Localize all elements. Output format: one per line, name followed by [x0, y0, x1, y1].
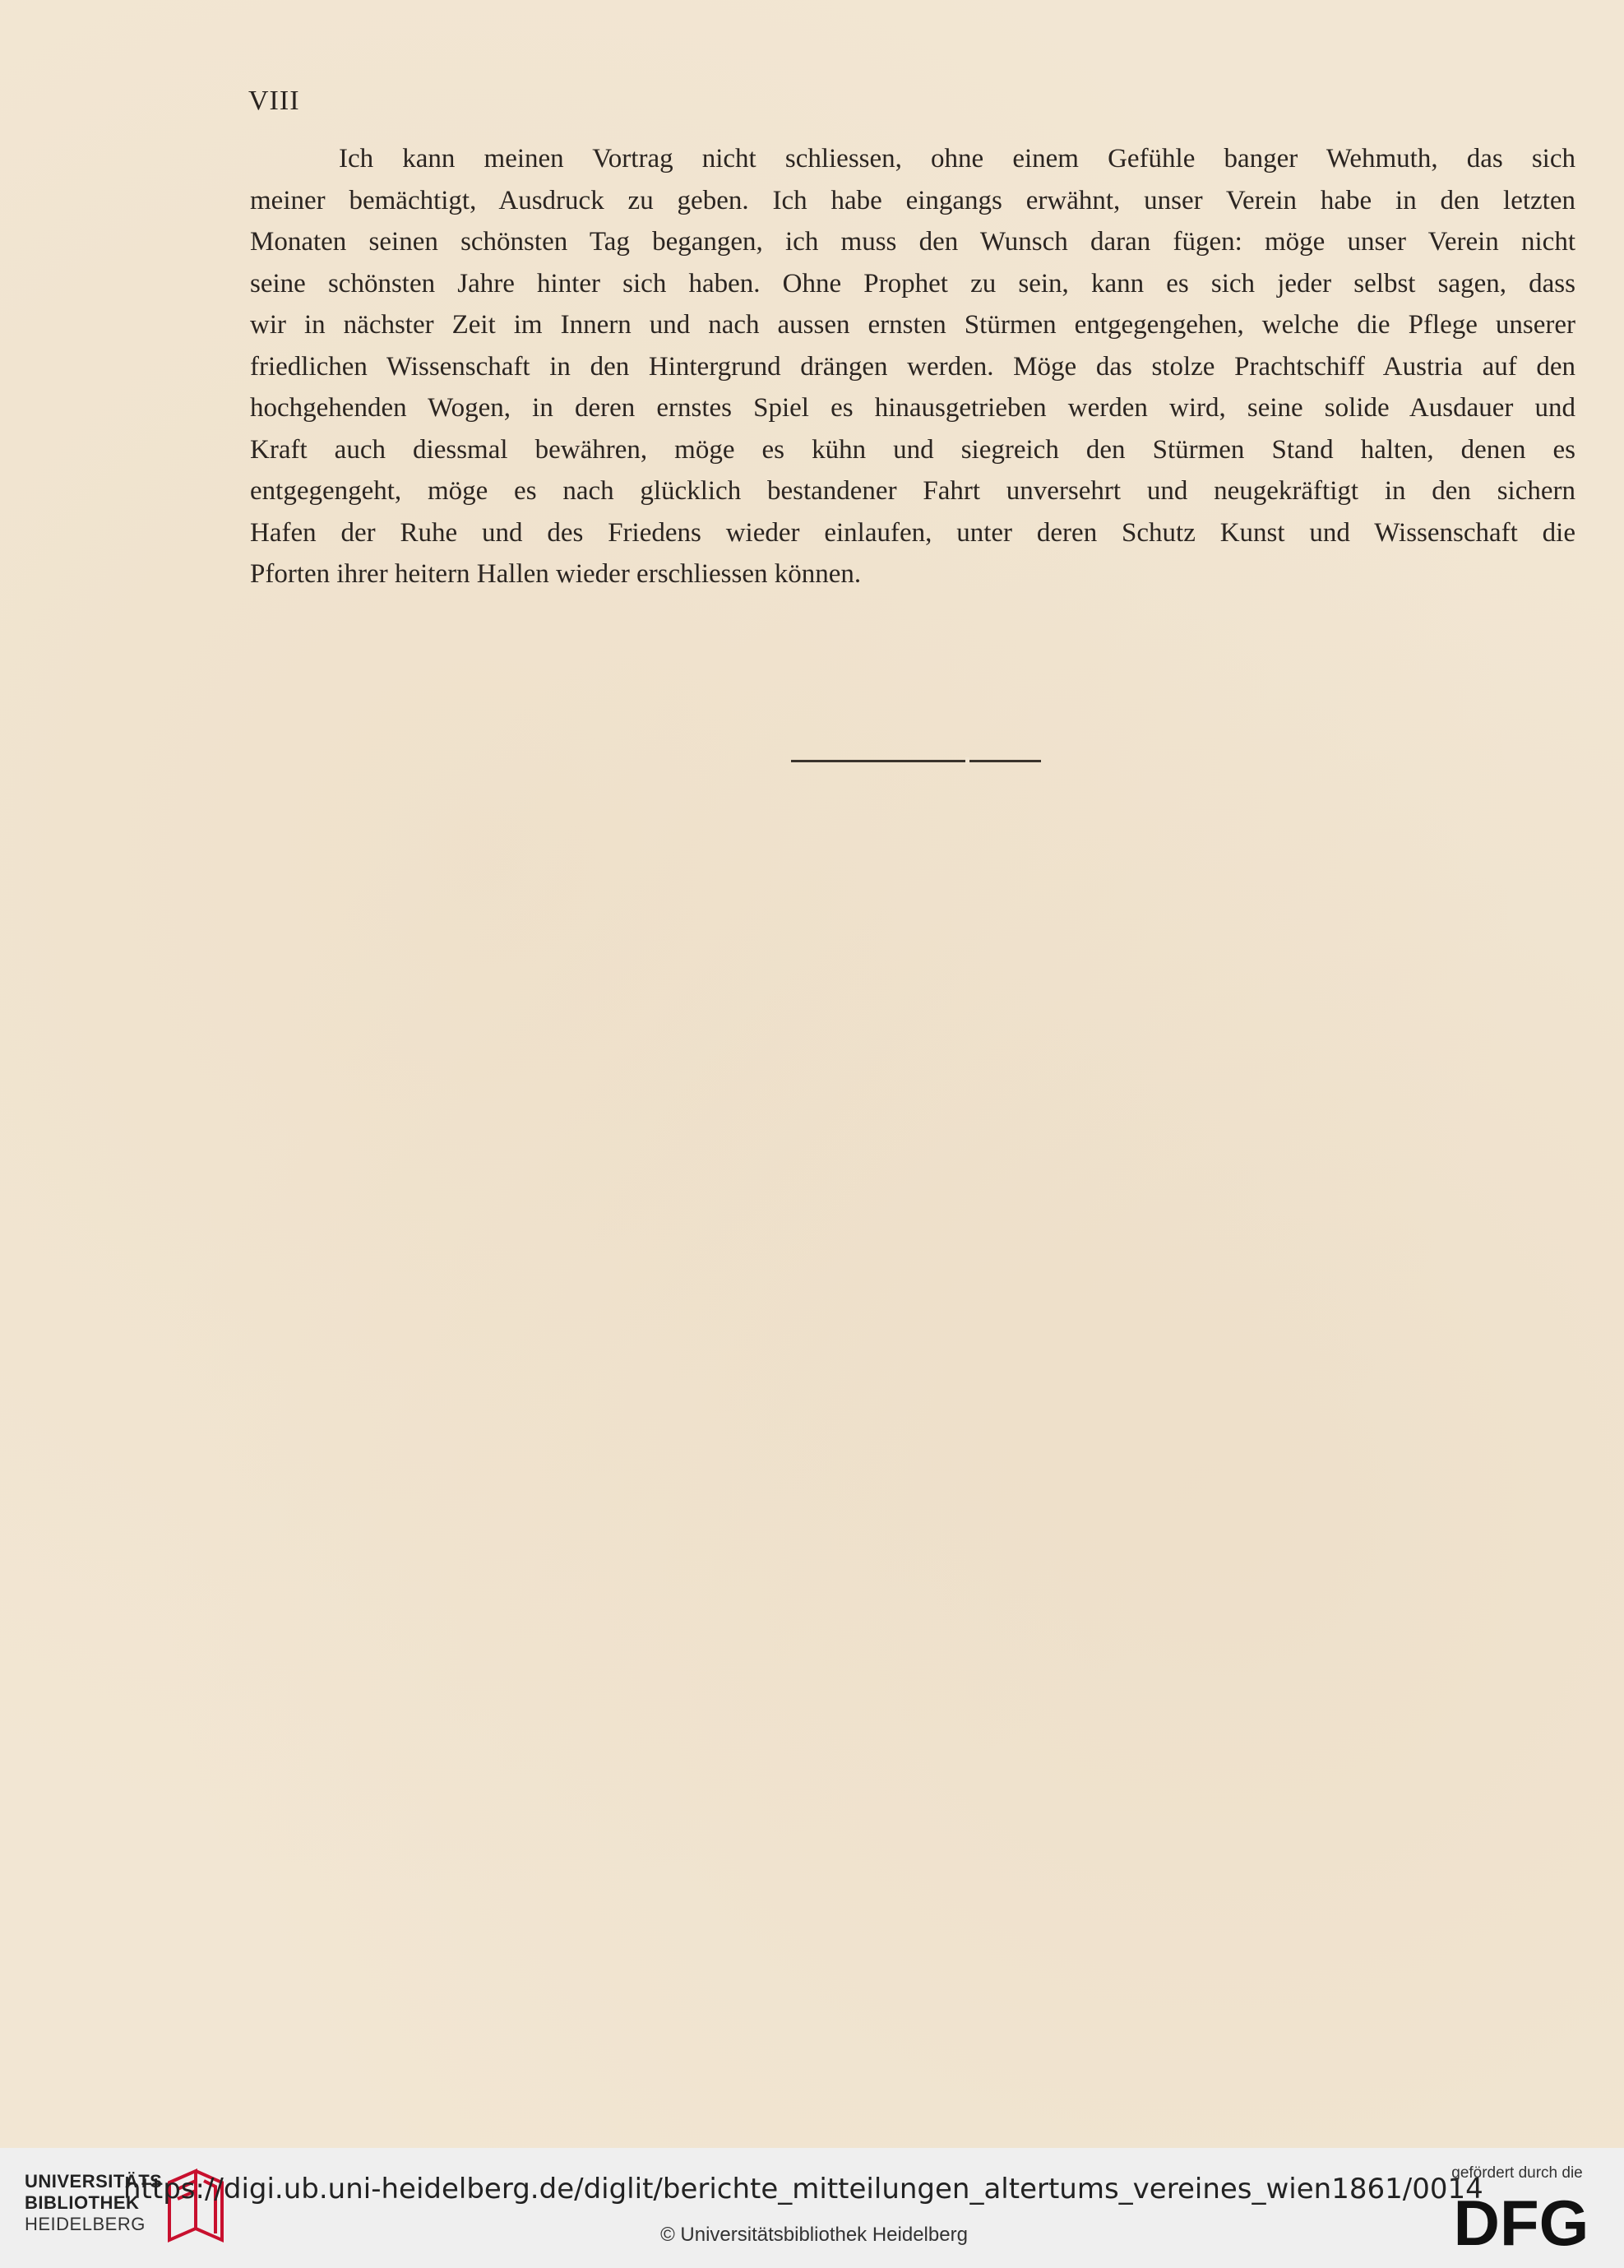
paragraph-line: Kraft auch diessmal bewähren, möge es kühn und siegreich den Stürmen Stand halten, denen es	[250, 434, 1575, 465]
paragraph-line: friedlichen Wissenschaft in den Hintergrund drängen werden. Möge das stolze Prachtschiff Austria auf den	[250, 351, 1575, 382]
paragraph-line: entgegengeht, möge es nach glücklich bestandener Fahrt unversehrt und neugekräftigt in den sichern	[250, 476, 1575, 506]
page-number: VIII	[248, 86, 300, 116]
paragraph-line: Monaten seinen schönsten Tag begangen, ich muss den Wunsch daran fügen: möge unser Verein nicht	[250, 227, 1575, 257]
funded-by-label: gefördert durch die	[1451, 2164, 1583, 2182]
copyright-notice: © Universitätsbibliothek Heidelberg	[660, 2224, 968, 2246]
paragraph-line: Hafen der Ruhe und des Friedens wieder einlaufen, unter deren Schutz Kunst und Wissenschaft die	[250, 517, 1575, 548]
paragraph-line: Pforten ihrer heitern Hallen wieder erschliessen können.	[250, 559, 862, 589]
dfg-logo-text: DFG	[1453, 2187, 1589, 2253]
body-paragraph	[250, 138, 1575, 595]
paragraph-line: seine schönsten Jahre hinter sich haben. Ohne Prophet zu sein, kann es sich jeder selbst sagen, dass	[250, 268, 1575, 299]
section-divider-rule	[791, 760, 1041, 762]
divider-gap	[965, 757, 969, 764]
paragraph-line: hochgehenden Wogen, in deren ernstes Spiel es hinausgetrieben werden wird, seine solide Ausdauer und	[250, 393, 1575, 423]
dfg-logo[interactable]	[1443, 2187, 1599, 2253]
paragraph-line: wir in nächster Zeit im Innern und nach aussen ernsten Stürmen entgegengehen, welche die Pflege unserer	[250, 310, 1575, 340]
library-logo-line: UNIVERSITÄTS	[25, 2171, 163, 2192]
paragraph-line: Ich kann meinen Vortrag nicht schliessen, ohne einem Gefühle banger Wehmuth, das sich	[339, 144, 1575, 174]
permalink-url[interactable]: https://digi.ub.uni-heidelberg.de/diglit/berichte_mitteilungen_altertums_vereines_wien1861/0014	[123, 2173, 1483, 2206]
library-logo-line: BIBLIOTHEK	[25, 2192, 140, 2213]
library-logo-line: HEIDELBERG	[25, 2214, 146, 2234]
paragraph-line: meiner bemächtigt, Ausdruck zu geben. Ich habe eingangs erwähnt, unser Verein habe in den letzten	[250, 185, 1575, 215]
footer-bar	[0, 2148, 1624, 2268]
